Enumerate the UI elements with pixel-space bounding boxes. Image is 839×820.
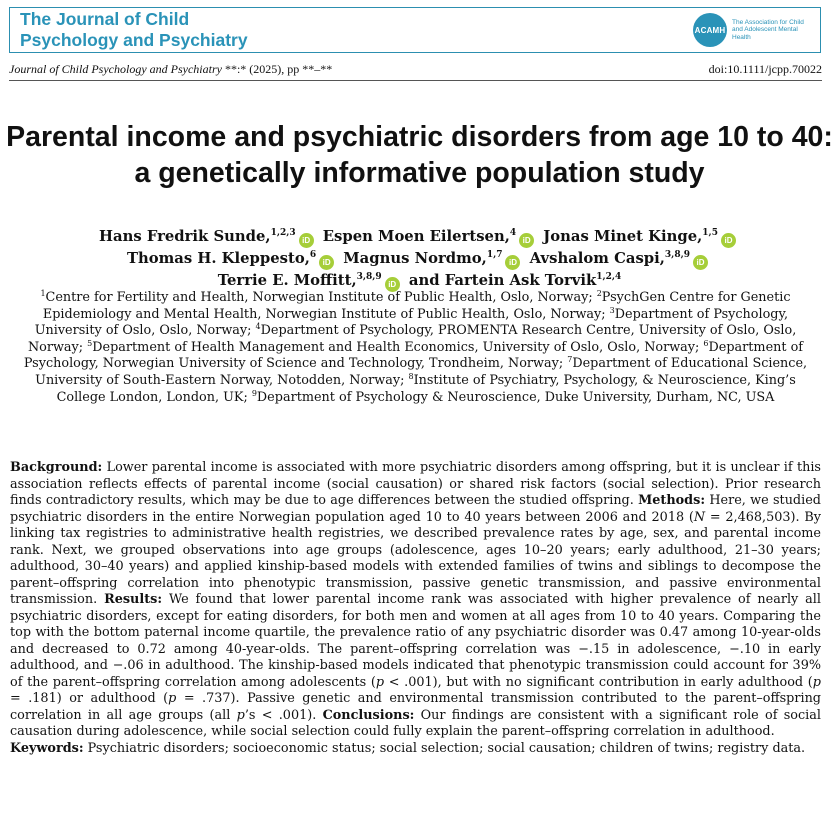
- methods-text: = 2,468,503). By linking tax registries to administrative health registries, we described prevalence rates by age, sex, and parental income rank. Next, we grouped observations into age groups (adolescence, ages 10–20 years; early adulthood, 21–30 years; adulthood, 30–40 years) and applied kinship-based models with extended families of twins and siblings to decompose the parent–offspring correlation into phenotypic transmission, passive genetic transmission, and passive environmental transmission.: [10, 509, 822, 607]
- journal-title-line-1: The Journal of Child: [20, 9, 190, 29]
- p-value-symbol: p: [812, 674, 821, 690]
- journal-title[interactable]: [20, 9, 248, 51]
- affiliation: PsychGen Centre for Genetic Epidemiology and Mental Health, Norwegian Institute of Public Health, Oslo, Norway;: [42, 290, 791, 322]
- author[interactable]: Espen Moen Eilertsen,$^4$: [322, 228, 517, 245]
- orcid-icon[interactable]: iD: [299, 233, 314, 248]
- results-text: ’s < .001).: [244, 707, 323, 723]
- author-list: [0, 226, 839, 292]
- affiliation: Department of Health Management and Health Economics, University of Oslo, Oslo, Norway;: [92, 339, 704, 355]
- citation-journal: Journal of Child Psychology and Psychiatry: [9, 62, 222, 76]
- affiliation: Department of Psychology, Norwegian University of Science and Technology, Trondheim, Norway;: [23, 339, 804, 372]
- journal-banner: [9, 7, 821, 53]
- results-text: = .737). Passive genetic and environmental transmission contributed to the parent–offspring correlation in all age groups (all: [10, 691, 821, 723]
- p-value-symbol: p: [375, 674, 385, 690]
- affiliation: Department of Psychology & Neuroscience, Duke University, Durham, NC, USA: [256, 389, 775, 405]
- doi[interactable]: doi:10.1111/jcpp.70022: [708, 62, 822, 76]
- citation: [9, 61, 332, 77]
- orcid-icon[interactable]: iD: [721, 233, 736, 248]
- citation-row: [9, 61, 822, 77]
- journal-title-line-2: Psychology and Psychiatry: [20, 30, 248, 50]
- results-text: = .181) or adulthood (: [10, 691, 169, 706]
- results-label: Results:: [104, 592, 163, 607]
- author[interactable]: and Fartein Ask Torvik$^{1,2,4}$: [408, 272, 622, 289]
- conclusions-text: Our findings are consistent with a significant role of social causation during adolescence, while social selection could fully explain the parent–offspring correlation in adulthood.: [10, 707, 821, 739]
- orcid-icon[interactable]: iD: [693, 255, 708, 270]
- background-label: Background:: [10, 460, 103, 475]
- results-text: We found that lower parental income rank was associated with higher prevalence of nearly all psychiatric disorders, except for eating disorders, for both men and women at all ages from 10 to 40 years. Comparing the top with the bottom paternal income quartile, the prevalence ratio of any psychiatric disorder was 0.47 among 10-year-olds and decreased to 0.72 among 40-year-olds. The parent–offspring correlation was −.15 in adolescence, −.10 in early adulthood, and −.06 in adulthood. The kinship-based models indicated that phenotypic transmission could account for 39% of the parent–offspring correlation among adolescents (: [10, 592, 821, 690]
- author[interactable]: Avshalom Caspi,$^{3,8,9}$: [529, 250, 690, 267]
- background-text: Lower parental income is associated with more psychiatric disorders among offspring, but it is unclear if this association reflects effects of parental income (social causation) or shared risk factors (social selection). Prior research finds contradictory results, which may be due to age differences between the studied offspring.: [10, 460, 821, 508]
- conclusions-label: Conclusions:: [322, 707, 415, 723]
- affiliation: Department of Psychology, University of Oslo, Oslo, Norway;: [34, 306, 789, 339]
- acamh-logo[interactable]: [693, 13, 812, 47]
- orcid-icon[interactable]: iD: [519, 233, 534, 248]
- citation-volume: **:* (2025), pp **–**: [221, 62, 333, 76]
- author[interactable]: Hans Fredrik Sunde,$^{1,2,3}$: [99, 228, 296, 245]
- acamh-logo-badge: ACAMH: [694, 25, 726, 35]
- keywords-text: Psychiatric disorders; socioeconomic status; social selection; social causation; children of twins; registry data.: [83, 740, 806, 756]
- acamh-logo-text: The Association for Child and Adolescent Mental Health: [732, 18, 804, 41]
- author[interactable]: Thomas H. Kleppesto,$^6$: [127, 250, 317, 267]
- author[interactable]: Magnus Nordmo,$^{1,7}$: [343, 250, 503, 267]
- orcid-icon[interactable]: iD: [385, 277, 400, 292]
- methods-text: Here, we studied psychiatric disorders in the entire Norwegian population aged 10 to 40 years between 2006 and 2018 (: [10, 493, 821, 525]
- methods-n: N: [693, 509, 706, 525]
- article-title: Parental income and psychiatric disorders from age 10 to 40: a genetically informative population study: [6, 121, 833, 189]
- author[interactable]: Jonas Minet Kinge,$^{1,5}$: [543, 228, 718, 245]
- p-value-symbol: p: [168, 691, 177, 706]
- affiliations: $^1$Centre for Fertility and Health, Norwegian Institute of Public Health, Oslo, Norway; $^2$PsychGen Centre for Genetic Epidemiology and Mental Health, Norwegian Institute of Public Health, Oslo, Norway; $^3$Department of Psychology, University of Oslo, Oslo, Norway; $^4$Department of Psychology, PROMENTA Research Centre, University of Oslo, Oslo, Norway; $^5$Department of Health Management and Health Economics, University of Oslo, Oslo, Norway; $^6$Department of Psychology, Norwegian University of Science and Technology, Trondheim, Norway; $^7$Department of Educational Science, University of South-Eastern Norway, Notodden, Norway; $^8$Institute of Psychiatry, Psychology, & Neuroscience, King’s College London, London, UK; $^9$Department of Psychology & Neuroscience, Duke University, Durham, NC, USA: [23, 289, 808, 405]
- p-value-symbol: p: [236, 707, 245, 723]
- results-text: < .001), but with no significant contribution in early adulthood (: [384, 674, 813, 690]
- methods-label: Methods:: [638, 493, 706, 508]
- orcid-icon[interactable]: iD: [319, 255, 334, 270]
- header-divider: [9, 80, 822, 81]
- affiliation: Department of Psychology, PROMENTA Research Centre, University of Oslo, Oslo, Norway;: [27, 323, 797, 355]
- acamh-logo-icon: [693, 13, 727, 47]
- affiliation: Institute of Psychiatry, Psychology, & Neuroscience, King’s College London, London, UK;: [56, 372, 796, 405]
- affiliation: Centre for Fertility and Health, Norwegian Institute of Public Health, Oslo, Norway;: [45, 290, 597, 305]
- orcid-icon[interactable]: iD: [505, 255, 520, 270]
- keywords-label: Keywords:: [10, 740, 84, 756]
- affiliation: Department of Educational Science, University of South-Eastern Norway, Notodden, Norway;: [35, 356, 808, 388]
- author[interactable]: Terrie E. Moffitt,$^{3,8,9}$: [217, 272, 382, 289]
- abstract: [10, 460, 821, 757]
